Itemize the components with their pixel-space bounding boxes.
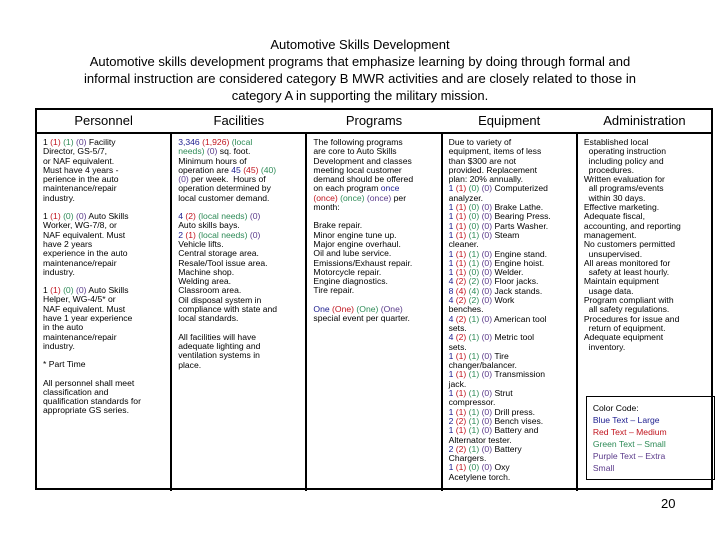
text-segment: (local needs) [198,211,250,222]
requirements-table [35,108,713,490]
text-segment: 4 [448,276,456,287]
text-segment: are core to Auto Skills [313,146,397,157]
header-equipment: Equipment [478,113,541,128]
text-segment: Director, GS-5/7, [43,146,107,157]
text-segment: (once) [366,192,394,203]
text-segment: (1) [455,267,469,278]
text-segment: sets. [448,341,467,352]
text-segment: (1) [468,388,482,399]
paragraph [43,138,166,203]
title-description: Automotive skills development programs that emphasize learning by doing through formal and [89,54,631,69]
personnel-column [37,134,170,491]
text-segment: Adequate fiscal, [583,211,645,222]
text-segment: Written evaluation for [583,174,665,185]
text-segment: equipment, items of less [448,146,542,157]
text-segment: (once) [313,192,341,203]
text-segment: (0) [481,248,495,259]
text-segment: experience in the auto [43,248,128,259]
text-segment: Parts Washer. [494,220,549,231]
text-segment: management. [583,229,637,240]
text-segment: (1) [455,183,469,194]
text-segment: maintenance/repair [43,331,117,342]
text-segment: analyzer. [448,192,484,203]
text-segment: needs) [178,146,207,157]
text-segment: (1) [468,332,482,343]
text-segment: Auto Skills [88,211,129,222]
legend-purple-cont: Small [592,463,615,473]
text-segment: (1) [468,425,482,436]
text-segment: provided. Replacement [448,164,537,175]
text-segment: (0) [481,211,495,222]
text-segment: (1) [468,350,482,361]
text-segment: 3,346 [178,137,203,147]
text-segment: per week. Hours of [191,174,266,185]
text-segment: (1) [468,369,482,380]
text-segment: (0) [468,462,482,473]
text-segment: perience in the auto [43,174,119,185]
text-segment: local standards. [178,313,239,324]
text-segment: Vehicle lifts. [178,238,224,249]
text-segment: 1 [43,211,51,222]
text-line [178,361,301,370]
text-segment: (0) [481,276,495,287]
text-segment: (2) [455,332,469,343]
paragraph [43,379,166,416]
text-segment: industry. [43,340,75,351]
text-segment: (0) [481,183,495,194]
text-segment: (0) [206,146,220,157]
text-segment: Alternator tester. [448,434,512,445]
text-segment: All personnel shall meet [43,377,135,388]
text-segment: Effective marketing. [583,202,660,213]
text-segment: Resale/Tool issue area. [178,257,268,268]
text-segment: (0) [468,211,482,222]
text-segment: operation determined by [178,183,271,194]
paragraph [43,212,166,277]
text-segment: (1) [50,285,64,296]
text-segment: once [380,183,400,194]
programs-column [305,134,440,491]
text-segment: (0) [178,174,192,185]
text-segment: 1 [448,183,456,194]
text-segment: Tire repair. [313,285,355,296]
title-heading: Automotive Skills Development [270,37,450,52]
text-segment: Oxy [494,462,510,473]
text-segment: (1) [468,443,482,454]
paragraph [449,138,572,482]
text-segment: per [393,192,407,203]
text-segment: 1 [448,202,456,213]
text-segment: Due to variety of [448,137,512,147]
text-line [449,315,572,324]
text-segment: (local [231,137,253,147]
text-segment: usage data. [583,285,634,296]
text-segment: * Part Time [43,359,86,370]
text-segment: jack. [448,378,467,389]
text-segment: The following programs [313,137,403,147]
text-segment: (4) [468,285,482,296]
text-segment: on each program [313,183,381,194]
text-segment: All facilities will have [178,331,257,342]
text-segment: (1) [468,406,482,417]
text-segment: (0) [481,406,495,417]
text-line [584,343,707,352]
legend-green: Green Text – Small [592,439,666,449]
text-segment: 45 [231,164,244,175]
text-segment: (1) [455,202,469,213]
text-segment: Work [494,295,515,306]
text-segment: Bearing Press. [494,211,551,222]
text-segment: Oil disposal system in [178,294,262,305]
text-segment: (0) [249,211,261,222]
paragraph [178,333,301,370]
text-segment: 1 [448,211,456,222]
text-segment: Classroom area. [178,285,242,296]
text-segment: (40) [260,164,277,175]
paragraph [313,138,436,212]
text-segment: Metric tool [494,332,535,343]
text-segment: (1) [63,137,76,147]
text-segment: Helper, WG-4/5* or [43,294,116,305]
paragraph [178,212,301,324]
text-segment: Battery and [494,425,539,436]
text-segment: 1 [448,229,456,240]
table-header-row [37,110,711,134]
text-segment: NAF equivalent. Must [43,229,126,240]
text-segment: (1) [455,369,469,380]
text-segment: (0) [481,332,495,343]
text-segment: (0) [481,388,495,399]
text-segment: (1) [468,415,482,426]
text-segment: 1 [448,220,456,231]
text-segment: Jack stands. [494,285,543,296]
text-segment: One [313,303,333,314]
text-segment: (0) [468,267,482,278]
text-segment: 4 [448,313,456,324]
text-segment: 2 [448,443,456,454]
text-segment: Drill press. [494,406,536,417]
text-segment: Minimum hours of [178,155,247,166]
text-segment: (1) [50,211,64,222]
text-segment: maintenance/repair [43,183,117,194]
text-segment: compressor. [448,397,496,408]
text-segment: 1 [448,350,456,361]
text-segment: Major engine overhaul. [313,238,401,249]
text-segment: inventory. [583,341,626,352]
text-segment: (0) [481,295,495,306]
text-segment: Worker, WG-7/8, or [43,220,117,231]
text-segment: sq. foot. [219,146,251,157]
text-segment: local customer demand. [178,192,270,203]
text-segment: Emissions/Exhaust repair. [313,257,413,268]
text-segment: 1 [448,248,456,259]
slide-title [40,36,680,104]
text-segment: all programs/events [583,183,664,194]
text-line [449,473,572,482]
text-segment: special event per quarter. [313,313,410,324]
text-segment: all safety regulations. [583,304,670,315]
text-segment: (1) [455,425,469,436]
text-segment: (2) [455,443,469,454]
text-segment: than $300 are not [448,155,516,166]
text-segment: 2 [448,415,456,426]
text-segment: (4) [455,285,469,296]
text-segment: have 1 year experience [43,313,133,324]
text-segment: (0) [468,220,482,231]
paragraph [43,360,166,369]
text-segment: (0) [481,257,495,268]
text-line [313,203,436,212]
text-segment: (1) [455,257,469,268]
text-segment: (1) [455,350,469,361]
text-segment: accounting, and reporting [583,220,681,231]
text-segment: or NAF equivalent. [43,155,115,166]
text-segment: (1) [468,248,482,259]
text-segment: (0) [63,285,76,296]
text-line [313,314,436,323]
text-segment: (0) [249,229,261,240]
text-segment: (2) [455,276,469,287]
text-segment: Program compliant with [583,295,674,306]
paragraph [313,305,436,324]
text-segment: 1 [448,425,456,436]
text-segment: unsupervised. [583,248,643,259]
text-segment: (0) [75,285,89,296]
text-segment: Computerized [494,183,548,194]
text-line [43,360,166,369]
text-segment: Central storage area. [178,248,259,259]
text-segment: procedures. [583,164,634,175]
text-segment: 1 [448,406,456,417]
text-segment: month: [313,202,340,213]
text-segment: have 2 years [43,238,93,249]
text-segment: Adequate equipment [583,332,664,343]
text-segment: (0) [481,350,495,361]
text-segment: Acetylene torch. [448,471,511,482]
text-segment: 2 [178,229,186,240]
text-segment: Minor engine tune up. [313,229,397,240]
text-segment: (1) [455,220,469,231]
text-segment: (1) [455,462,469,473]
text-segment: Chargers. [448,453,487,464]
text-segment: Auto skills bays. [178,220,240,231]
text-segment: (0) [75,137,89,147]
text-segment: (0) [481,369,495,380]
text-segment: (0) [481,443,495,454]
text-segment: Bench vises. [494,415,544,426]
text-segment: 4 [448,332,456,343]
text-line [43,268,166,277]
text-segment: (0) [481,220,495,231]
text-segment: No customers permitted [583,239,676,250]
text-segment: 8 [448,285,456,296]
text-segment: Steam [494,229,520,240]
text-segment: (0) [63,211,76,222]
text-segment: 1 [448,369,456,380]
paragraph [313,221,436,295]
text-segment: 1 [448,267,456,278]
text-segment: (One) [332,303,357,314]
facilities-column [170,134,305,491]
text-segment: Motorcycle repair. [313,266,382,277]
text-line [449,370,572,379]
text-segment: 1 [448,388,456,399]
text-line [449,333,572,342]
text-segment: operation are [178,164,232,175]
text-segment: (0) [481,425,495,436]
text-line [43,194,166,203]
legend-purple: Purple Text – Extra [592,451,666,461]
text-segment: (0) [481,229,495,240]
text-segment: (0) [481,285,495,296]
text-line [43,342,166,351]
title-description: informal instruction are considered category B MWR activities and are closely related to those in [83,71,637,86]
text-segment: Auto Skills [88,285,129,296]
text-segment: ventilation systems in [178,350,260,361]
text-segment: Welding area. [178,276,232,287]
text-segment: appropriate GS series. [43,405,129,416]
text-segment: (1) [50,137,64,147]
text-segment: Procedures for issue and [583,313,680,324]
text-segment: (1) [185,229,199,240]
text-segment: return of equipment. [583,322,666,333]
text-segment: place. [178,359,202,370]
text-segment: 4 [178,211,186,222]
text-segment: industry. [43,266,75,277]
text-segment: plan: 20% annually. [448,174,523,185]
text-segment: (1,926) [202,137,232,147]
text-segment: Floor jacks. [494,276,539,287]
header-facilities: Facilities [213,113,265,128]
text-segment: Tire [494,350,509,361]
text-segment: (0) [75,211,89,222]
text-segment: (One) [356,303,381,314]
text-segment: including policy and [583,155,664,166]
text-segment: within 30 days. [583,192,646,203]
text-segment: Strut [494,388,513,399]
text-segment: (0) [481,313,494,324]
text-segment: 1 [43,137,51,147]
text-segment: operating instruction [583,146,666,157]
text-segment: Engine stand. [494,248,548,259]
text-segment: industry. [43,192,75,203]
text-segment: (once) [340,192,367,203]
text-segment: Brake repair. [313,220,363,231]
text-segment: All areas monitored for [583,257,671,268]
text-segment: 1 [448,257,456,268]
text-segment: (45) [243,164,261,175]
text-segment: Established local [583,137,649,147]
text-segment: (1) [455,248,469,259]
text-segment: qualification standards for [43,396,141,407]
text-line [43,406,166,415]
text-segment: (1) [468,257,482,268]
header-administration: Administration [603,113,686,128]
text-segment: (1) [468,229,482,240]
title-description: category A in supporting the military mission. [231,88,489,103]
text-segment: cleaner. [448,239,479,250]
legend-title: Color Code: [592,403,639,413]
text-segment: sets. [448,322,467,333]
text-segment: compliance with state and [178,304,278,315]
text-line [178,314,301,323]
text-segment: (local needs) [198,229,250,240]
text-segment: (2) [455,295,469,306]
text-line [313,286,436,295]
text-segment: safety at least hourly. [583,267,670,278]
text-segment: 1 [43,285,51,296]
text-segment: 1 [448,462,456,473]
legend-blue: Blue Text – Large [592,415,660,425]
text-segment: NAF equivalent. Must [43,303,126,314]
administration-column [576,134,711,491]
text-segment: Maintain equipment [583,276,659,287]
text-segment: (0) [468,202,482,213]
paragraph [43,286,166,351]
text-segment: (1) [455,211,469,222]
text-segment: in the auto [43,322,84,333]
text-segment: classification and [43,386,109,397]
text-segment: benches. [448,304,484,315]
text-segment: Must have 4 years - [43,164,119,175]
paragraph [584,138,707,352]
page-number: 20 [661,496,676,511]
text-segment: meeting local customer [313,164,402,175]
text-segment: Welder. [494,267,524,278]
color-code-legend [586,396,715,480]
legend-red: Red Text – Medium [592,427,667,437]
text-segment: (0) [468,183,482,194]
text-segment: demand should be offered [313,174,414,185]
text-segment: (0) [481,462,495,473]
text-segment: maintenance/repair [43,257,117,268]
table-body [37,134,711,491]
text-segment: (0) [481,415,495,426]
text-segment: changer/balancer. [448,360,517,371]
text-segment: American tool [493,313,547,324]
text-segment: (2) [185,211,199,222]
text-segment: Engine diagnostics. [313,276,388,287]
text-segment: (1) [468,313,482,324]
text-segment: Development and classes [313,155,412,166]
text-segment: Machine shop. [178,266,235,277]
header-personnel: Personnel [74,113,133,128]
text-segment: (0) [481,202,495,213]
text-segment: (2) [455,313,469,324]
header-programs: Programs [345,113,403,128]
paragraph [178,138,301,203]
text-segment: (2) [468,276,482,287]
text-segment: Oil and lube service. [313,248,392,259]
text-segment: (1) [455,388,469,399]
text-segment: Battery [494,443,522,454]
text-line [178,194,301,203]
text-segment: (0) [481,267,495,278]
text-segment: Facility [88,137,116,147]
text-segment: (2) [468,295,482,306]
text-segment: (1) [455,229,469,240]
text-segment: Transmission [494,369,546,380]
text-segment: Brake Lathe. [494,202,544,213]
text-segment: (1) [455,406,469,417]
text-segment: 4 [448,295,456,306]
equipment-column [441,134,576,491]
text-segment: (One) [380,303,403,314]
text-segment: (2) [455,415,469,426]
text-segment: adequate lighting and [178,340,261,351]
text-segment: Engine hoist. [494,257,545,268]
